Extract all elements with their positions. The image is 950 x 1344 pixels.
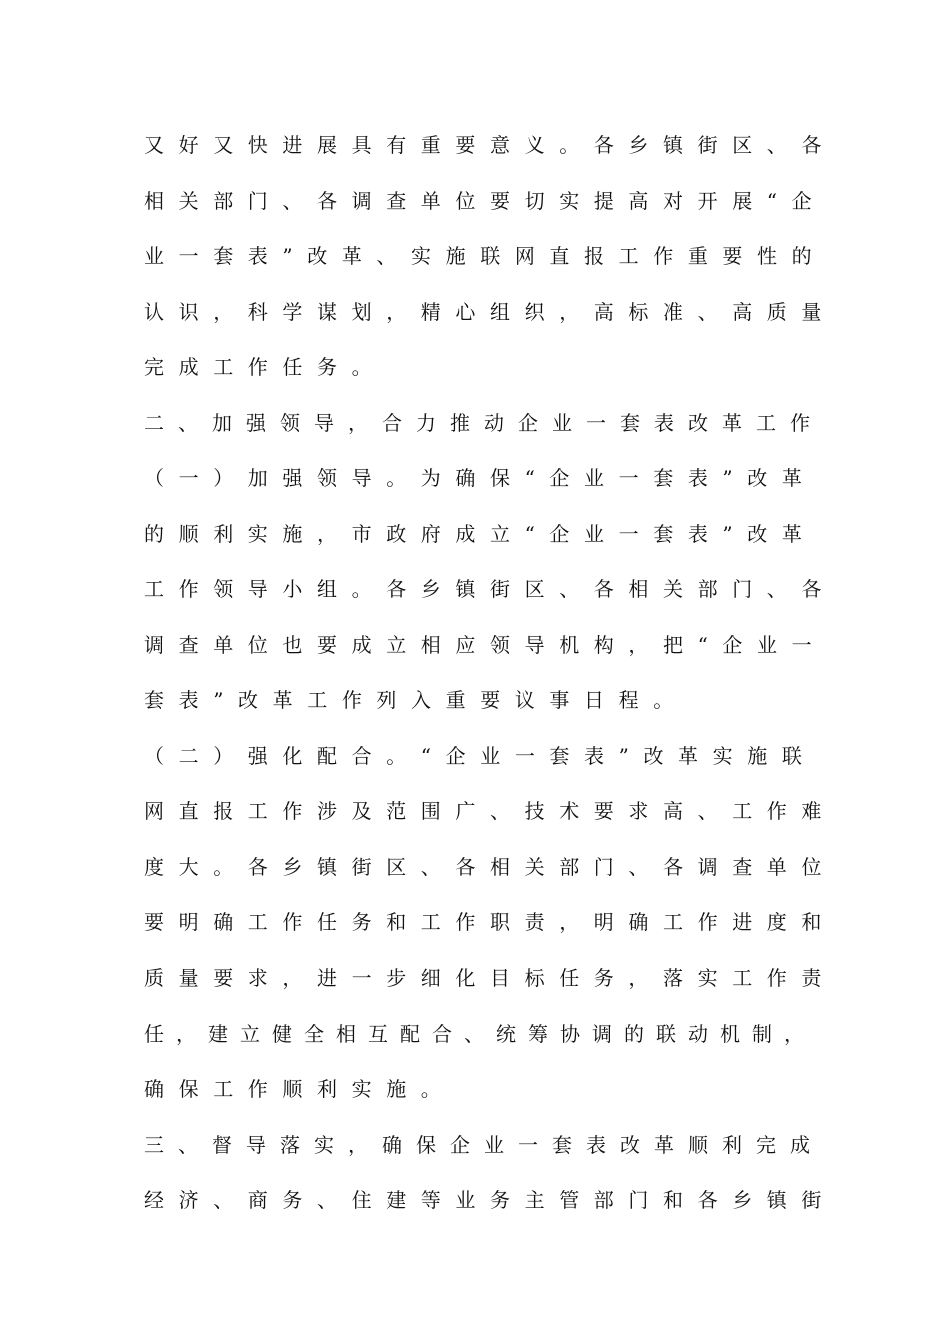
paragraph-line: 经济、商务、住建等业务主管部门和各乡镇街: [144, 1188, 836, 1212]
paragraph-line: 业一套表”改革、实施联网直报工作重要性的: [144, 244, 827, 268]
paragraph-line: （一）加强领导。为确保“企业一套表”改革: [144, 466, 817, 490]
paragraph-line: 的顺利实施，市政府成立“企业一套表”改革: [144, 522, 817, 546]
paragraph-line: 任，建立健全相互配合、统筹协调的联动机制，: [144, 1022, 816, 1046]
paragraph-line: （二）强化配合。“企业一套表”改革实施联: [144, 744, 817, 768]
paragraph-line: 确保工作顺利实施。: [144, 1077, 456, 1101]
paragraph-line: 工作领导小组。各乡镇街区、各相关部门、各: [144, 577, 836, 601]
paragraph-line: 又好又快进展具有重要意义。各乡镇街区、各: [144, 133, 836, 157]
paragraph-line: 相关部门、各调查单位要切实提高对开展“企: [144, 189, 827, 213]
paragraph-line: 网直报工作涉及范围广、技术要求高、工作难: [144, 799, 836, 823]
section-heading: 三、督导落实，确保企业一套表改革顺利完成: [144, 1133, 824, 1157]
paragraph-line: 调查单位也要成立相应领导机构，把“企业一: [144, 633, 827, 657]
paragraph-line: 质量要求，进一步细化目标任务，落实工作责: [144, 966, 836, 990]
paragraph-line: 要明确工作任务和工作职责，明确工作进度和: [144, 910, 836, 934]
paragraph-line: 度大。各乡镇街区、各相关部门、各调查单位: [144, 855, 836, 879]
paragraph-line: 完成工作任务。: [144, 355, 387, 379]
section-heading: 二、加强领导，合力推动企业一套表改革工作: [144, 411, 824, 435]
paragraph-line: 认识，科学谋划，精心组织，高标准、高质量: [144, 300, 836, 324]
paragraph-line: 套表”改革工作列入重要议事日程。: [144, 688, 688, 712]
